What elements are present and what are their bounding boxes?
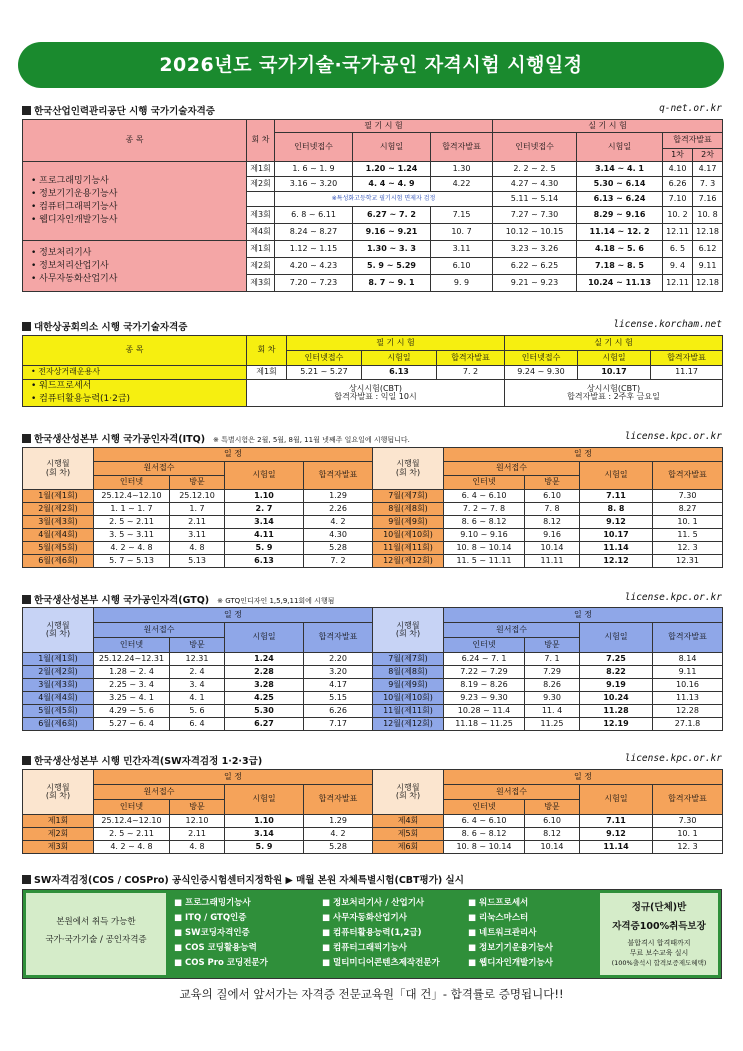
group2-items: • 정보처리기사 • 정보처리산업기사 • 사무자동화산업기사 <box>23 241 247 292</box>
korcham-url[interactable]: license.korcham.net <box>613 319 722 330</box>
table-row: 2월(제2회) 1.28 ~ 2. 4 2. 4 2.28 3.20 8월(제8회) 7.22 ~ 7.29 7.29 8.22 9.11 <box>23 666 723 679</box>
item-ecommerce: • 전자상거래운용사 <box>23 366 247 380</box>
table-row: 제1회 25.12.4~12.10 12.10 1.10 1.29 제4회 6. 4 ~ 6.10 6.10 7.11 7.30 <box>23 815 723 828</box>
korcham-schedule-table: 종 목 회 차 필 기 시 험 실 기 시 험 인터넷접수 시험일 합격자발표 인터넷접수 시험일 합격자발표 • 전자상거래운용사 제1회 5.21 ~ 5.27 6.13 7. 2 9.24 ~ 9.30 10.17 11.17 • 워드프로세서 • 컴퓨터활용능력(1·2급) 상시시험(CBT) 합격자발표 : 익일 10시 상시시험(CBT) 합격자발표 : 2주후 금요일 <box>22 335 723 407</box>
section2-heading: 대한상공회의소 시행 국가기술자격증 license.korcham.net <box>22 319 722 333</box>
table-row: 4월(제4회) 3.25 ~ 4. 1 4. 1 4.25 5.15 10월(제10회) 9.23 ~ 9.30 9.30 10.24 11.13 <box>23 692 723 705</box>
section-bullet-icon <box>22 595 31 604</box>
table-row: 6월(제6회) 5. 7 ~ 5.13 5.13 6.13 7. 2 12월(제12회) 11. 5 ~ 11.11 11.11 12.12 12.31 <box>23 555 723 568</box>
table-row: 1월(제1회) 25.12.4~12.10 25.12.10 1.10 1.29 7월(제7회) 6. 4 ~ 6.10 6.10 7.11 7.30 <box>23 490 723 503</box>
section-bullet-icon <box>22 106 31 115</box>
table-row: 5월(제5회) 4.29 ~ 5. 6 5. 6 5.30 6.26 11월(제11회) 10.28 ~ 11.4 11. 4 11.28 12.28 <box>23 705 723 718</box>
section-bullet-icon <box>22 322 31 331</box>
promo-left: 본원에서 취득 가능한 국가·국가기술 / 공인자격증 <box>26 893 166 975</box>
course-col-2: ■ 정보처리기사 / 산업기사 ■ 사무자동화산업기사 ■ 컴퓨터활용능력(1,2급) ■ 컴퓨터그래픽기능사 ■ 멀티미디어콘텐츠제작전문가 <box>322 896 440 971</box>
section4-heading: 한국생산성본부 시행 국가공인자격(GTQ) ※ GTQ인디자인 1,5,9,11회에 시행됨 license.kpc.or.kr <box>22 592 722 606</box>
table-row: 1월(제1회) 25.12.24~12.31 12.31 1.24 2.20 7월(제7회) 6.24 ~ 7. 1 7. 1 7.25 8.14 <box>23 653 723 666</box>
table-row: 제2회 2. 5 ~ 2.11 2.11 3.14 4. 2 제5회 8. 6 ~ 8.12 8.12 9.12 10. 1 <box>23 828 723 841</box>
kpc-url-gtq[interactable]: license.kpc.or.kr <box>624 592 722 603</box>
qnet-schedule-table: 종 목 회 차 필 기 시 험 실 기 시 험 인터넷접수 시험일 합격자발표 인터넷접수 시험일 합격자발표 1차 2차 • 프로그래밍기능사 • 정보기기운용기능사 • 컴퓨터그래픽기능사 • 웹디자인개발기능사 제1회 1. 6 ~ 1. 9 1.20 ~ 1.24 1.30 2. 2 ~ 2. 5 3.14 ~ 4. 1 4.10 4.17 제2회 3.16 ~ 3.20 4. 4 ~ 4. 9 4.22 4.27 ~ 4.30 5.30 ~ 6.14 6.26 7. 3 ※특성화고등학교 필기시험 면제자 검정 5.11 ~ 5.14 6.13 ~ 6.24 7.10 7.16 제3회 6. 8 ~ 6.11 6.27 ~ 7. 2 7.15 7.27 ~ 7.30 8.29 ~ 9.16 10. 2 10. 8 제4회 8.24 ~ 8.27 9.16 ~ 9.21 10. 7 10.12 ~ 10.15 11.14 ~ 12. 2 12.11 12.18 • 정보처리기사 • 정보처리산업기사 • 사무자동화산업기사 제1회 1.12 ~ 1.15 1.30 ~ 3. 3 3.11 3.23 ~ 3.26 4.18 ~ 5. 6 6. 5 6.12 제2회 4.20 ~ 4.23 5. 9 ~ 5.29 6.10 6.22 ~ 6.25 7.18 ~ 8. 5 9. 4 9.11 제3회 7.20 ~ 7.23 8. 7 ~ 9. 1 9. 9 9.21 ~ 9.23 10.24 ~ 11.13 12.11 12.18 <box>22 119 723 292</box>
table-row: 제3회 4. 2 ~ 4. 8 4. 8 5. 9 5.28 제6회 10. 8 ~ 10.14 10.14 11.14 12. 3 <box>23 841 723 854</box>
section5-heading: 한국생산성본부 시행 민간자격(SW자격검정 1·2·3급) license.kpc.or.kr <box>22 753 722 767</box>
gtq-schedule-table: 시행월 (회 차) 일 정 시행월 (회 차) 일 정 원서접수 시험일 합격자발표 원서접수 시험일 합격자발표 인터넷 방문 인터넷 방문 1월(제1회) 25.12.24~12.31 12.31 1.24 2.20 7월(제7회) 6.24 ~ 7. 1 7. 1 7.25 8.14 2월(제2회) 1.28 ~ 2. 4 2. 4 2.28 3.20 8월(제8회) 7.22 ~ 7.29 7.29 8.22 9.11 3월(제3회) 2.25 ~ 3. 4 3. 4 3.28 4.17 9월(제9회) 8.19 ~ 8.26 8.26 9.19 10.16 4월(제4회) 3.25 ~ 4. 1 4. 1 4.25 5.15 10월(제10회) 9.23 ~ 9.30 9.30 10.24 11.13 5월(제5회) 4.29 ~ 5. 6 5. 6 5.30 6.26 11월(제11회) 10.28 ~ 11.4 11. 4 11.28 12.28 6월(제6회) 5.27 ~ 6. 4 6. 4 6.27 7.17 12월(제12회) 11.18 ~ 11.25 11.25 12.19 27.1.8 <box>22 607 723 731</box>
section1-heading: 한국산업인력관리공단 시행 국가기술자격증 q-net.or.kr <box>22 103 722 117</box>
group1-items: • 프로그래밍기능사 • 정보기기운용기능사 • 컴퓨터그래픽기능사 • 웹디자인개발기능사 <box>23 162 247 241</box>
kpc-url-sw[interactable]: license.kpc.or.kr <box>624 753 722 764</box>
section6-heading: SW자격검정(COS / COSPro) 공식인증시험센터지정학원 ▶ 매월 본원 자체특별시험(CBT평가) 실시 <box>22 872 722 886</box>
itq-schedule-table: 시행월 (회 차) 일 정 시행월 (회 차) 일 정 원서접수 시험일 합격자발표 원서접수 시험일 합격자발표 인터넷 방문 인터넷 방문 1월(제1회) 25.12.4~12.10 25.12.10 1.10 1.29 7월(제7회) 6. 4 ~ 6.10 6.10 7.11 7.30 2월(제2회) 1. 1 ~ 1. 7 1. 7 2. 7 2.26 8월(제8회) 7. 2 ~ 7. 8 7. 8 8. 8 8.27 3월(제3회) 2. 5 ~ 2.11 2.11 3.14 4. 2 9월(제9회) 8. 6 ~ 8.12 8.12 9.12 10. 1 4월(제4회) 3. 5 ~ 3.11 3.11 4.11 4.30 10월(제10회) 9.10 ~ 9.16 9.16 10.17 11. 5 5월(제5회) 4. 2 ~ 4. 8 4. 8 5. 9 5.28 11월(제11회) 10. 8 ~ 10.14 10.14 11.14 12. 3 6월(제6회) 5. 7 ~ 5.13 5.13 6.13 7. 2 12월(제12회) 11. 5 ~ 11.11 11.11 12.12 12.31 <box>22 447 723 568</box>
page-title: 2026년도 국가기술·국가공인 자격시험 시행일정 <box>18 42 724 88</box>
sw-schedule-table: 시행월 (회 차) 일 정 시행월 (회 차) 일 정 원서접수 시험일 합격자발표 원서접수 시험일 합격자발표 인터넷 방문 인터넷 방문 제1회 25.12.4~12.10 12.10 1.10 1.29 제4회 6. 4 ~ 6.10 6.10 7.11 7.30 제2회 2. 5 ~ 2.11 2.11 3.14 4. 2 제5회 8. 6 ~ 8.12 8.12 9.12 10. 1 제3회 4. 2 ~ 4. 8 4. 8 5. 9 5.28 제6회 10. 8 ~ 10.14 10.14 11.14 12. 3 <box>22 769 723 854</box>
highschool-note: ※특성화고등학교 필기시험 면제자 검정 <box>275 192 493 207</box>
course-col-1: ■ 프로그래밍기능사 ■ ITQ / GTQ인증 ■ SW코딩자격인증 ■ COS 코딩활용능력 ■ COS Pro 코딩전문가 <box>174 896 268 971</box>
table-row: 2월(제2회) 1. 1 ~ 1. 7 1. 7 2. 7 2.26 8월(제8회) 7. 2 ~ 7. 8 7. 8 8. 8 8.27 <box>23 503 723 516</box>
cbt-items: • 워드프로세서 • 컴퓨터활용능력(1·2급) <box>23 380 247 407</box>
course-col-3: ■ 워드프로세서 ■ 리눅스마스터 ■ 네트워크관리사 ■ 정보기기운용기능사 ■ 웹디자인개발기능사 <box>468 896 553 971</box>
kpc-url-itq[interactable]: license.kpc.or.kr <box>624 431 722 442</box>
section3-heading: 한국생산성본부 시행 국가공인자격(ITQ) ※ 특별시험은 2월, 5월, 8월, 11월 넷째주 일요일에 시행됩니다. license.kpc.or.kr <box>22 431 722 445</box>
table-row: 4월(제4회) 3. 5 ~ 3.11 3.11 4.11 4.30 10월(제10회) 9.10 ~ 9.16 9.16 10.17 11. 5 <box>23 529 723 542</box>
table-row: 3월(제3회) 2. 5 ~ 2.11 2.11 3.14 4. 2 9월(제9회) 8. 6 ~ 8.12 8.12 9.12 10. 1 <box>23 516 723 529</box>
promo-guarantee: 정규(단체)반 자격증100%취득보장 불합격시 합격때까지 무료 보수교육 실시 (100%출석시 합격보증제도혜택) <box>600 893 718 975</box>
table-row: 3월(제3회) 2.25 ~ 3. 4 3. 4 3.28 4.17 9월(제9회) 8.19 ~ 8.26 8.26 9.19 10.16 <box>23 679 723 692</box>
academy-promo-box <box>22 889 722 979</box>
section-bullet-icon <box>22 756 31 765</box>
promo-course-list <box>170 893 600 975</box>
footer-slogan: 교육의 질에서 앞서가는 자격증 전문교육원「대 건」- 합격률로 증명됩니다!! <box>179 987 564 1001</box>
qnet-url[interactable]: q-net.or.kr <box>659 103 722 114</box>
table-row: 6월(제6회) 5.27 ~ 6. 4 6. 4 6.27 7.17 12월(제12회) 11.18 ~ 11.25 11.25 12.19 27.1.8 <box>23 718 723 731</box>
section-bullet-icon <box>22 434 31 443</box>
section-bullet-icon <box>22 875 31 884</box>
table-row: 5월(제5회) 4. 2 ~ 4. 8 4. 8 5. 9 5.28 11월(제11회) 10. 8 ~ 10.14 10.14 11.14 12. 3 <box>23 542 723 555</box>
